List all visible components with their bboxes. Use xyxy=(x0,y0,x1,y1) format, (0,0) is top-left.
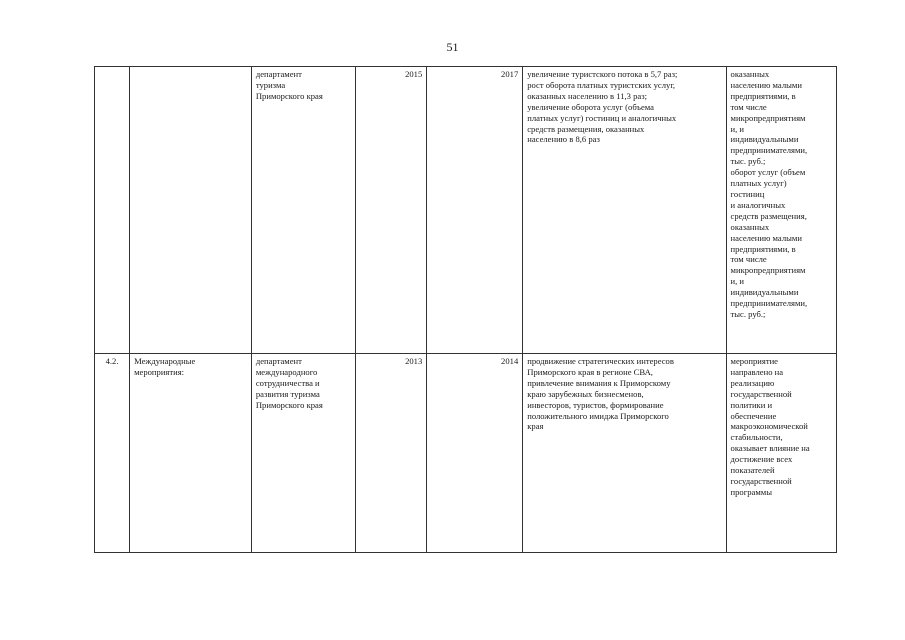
cell-line: и, и xyxy=(730,123,745,134)
cell-line: оказывает влияние на xyxy=(730,443,810,454)
cell-line: оказанных xyxy=(730,221,770,232)
row-number-cell: 4.2. xyxy=(95,354,130,553)
responsible-cell xyxy=(251,67,355,354)
cell-line: индивидуальными xyxy=(730,134,799,145)
cell-line: туризма xyxy=(255,79,286,90)
cell-line: оказанных xyxy=(730,69,770,79)
cell-line: Приморского края xyxy=(255,90,323,101)
cell-line: том числе xyxy=(730,101,767,112)
cell-line: Приморского края xyxy=(255,399,323,410)
cell-line: микропредприятиям xyxy=(730,265,806,276)
program-measures-table xyxy=(94,66,837,553)
cell-line: края xyxy=(527,421,544,432)
start-year-cell: 2015 xyxy=(356,67,427,354)
cell-line: государственной xyxy=(730,475,792,486)
cell-line: международного xyxy=(255,366,318,377)
cell-line: программы xyxy=(730,486,773,497)
cell-line: и, и xyxy=(730,276,745,287)
end-year-cell: 2014 xyxy=(427,354,523,553)
page-number: 51 xyxy=(446,40,459,54)
cell-line: департамент xyxy=(255,69,302,79)
cell-line: населению в 8,6 раз xyxy=(527,134,600,145)
cell-line: Международные xyxy=(134,356,196,366)
cell-line: Приморского края в регионе СВА, xyxy=(527,366,653,377)
cell-line: предприятиями, в xyxy=(730,243,796,254)
cell-line: макроэкономической xyxy=(730,421,808,432)
cell-line: предпринимателями, xyxy=(730,145,808,156)
cell-line: гостиниц xyxy=(730,188,765,199)
cell-line: индивидуальными xyxy=(730,287,799,298)
row-number-cell xyxy=(95,67,130,354)
cell-line: направлено на xyxy=(730,366,784,377)
cell-line: политики и xyxy=(730,399,773,410)
cell-line: показателей xyxy=(730,465,775,476)
indicator-cell xyxy=(726,67,836,354)
responsible-cell xyxy=(251,354,355,553)
cell-line: инвесторов, туристов, формирование xyxy=(527,399,664,410)
cell-line: мероприятия: xyxy=(134,366,185,377)
table-row xyxy=(95,67,837,354)
measure-name-cell xyxy=(130,67,252,354)
cell-line: средств размещения, xyxy=(730,210,807,221)
cell-line: продвижение стратегических интересов xyxy=(527,356,674,366)
cell-line: государственной xyxy=(730,388,792,399)
expected-result-cell xyxy=(523,354,726,553)
cell-line: увеличение туристского потока в 5,7 раз; xyxy=(527,69,678,79)
expected-result-cell xyxy=(523,67,726,354)
cell-line: достижение всех xyxy=(730,454,793,465)
end-year-cell: 2017 xyxy=(427,67,523,354)
cell-line: тыс. руб.; xyxy=(730,308,766,319)
cell-line: населению малыми xyxy=(730,79,802,90)
cell-line: оборот услуг (объем xyxy=(730,167,806,178)
cell-line: платных услуг) xyxy=(730,178,787,189)
cell-line: предпринимателями, xyxy=(730,298,808,309)
cell-line: микропредприятиям xyxy=(730,112,806,123)
indicator-cell xyxy=(726,354,836,553)
cell-line: мероприятие xyxy=(730,356,778,366)
cell-line: положительного имиджа Приморского xyxy=(527,410,669,421)
cell-line: населению малыми xyxy=(730,232,802,243)
cell-line: тыс. руб.; xyxy=(730,156,766,167)
cell-line: и аналогичных xyxy=(730,199,786,210)
cell-line: рост оборота платных туристских услуг, xyxy=(527,79,676,90)
cell-line: департамент xyxy=(255,356,302,366)
cell-line: средств размещения, оказанных xyxy=(527,123,645,134)
cell-line: том числе xyxy=(730,254,767,265)
cell-line: обеспечение xyxy=(730,410,777,421)
cell-line: оказанных населению в 11,3 раз; xyxy=(527,90,648,101)
cell-line: краю зарубежных бизнесменов, xyxy=(527,388,644,399)
cell-line: стабильности, xyxy=(730,432,783,443)
cell-line: развития туризма xyxy=(255,388,320,399)
cell-line: привлечение внимания к Приморскому xyxy=(527,377,671,388)
cell-line: увеличение оборота услуг (объема xyxy=(527,101,654,112)
cell-line: сотрудничества и xyxy=(255,377,320,388)
cell-line: платных услуг) гостиниц и аналогичных xyxy=(527,112,677,123)
cell-line: предприятиями, в xyxy=(730,90,796,101)
table-row xyxy=(95,354,837,553)
start-year-cell: 2013 xyxy=(356,354,427,553)
measure-name-cell xyxy=(130,354,252,553)
cell-line: реализацию xyxy=(730,377,775,388)
